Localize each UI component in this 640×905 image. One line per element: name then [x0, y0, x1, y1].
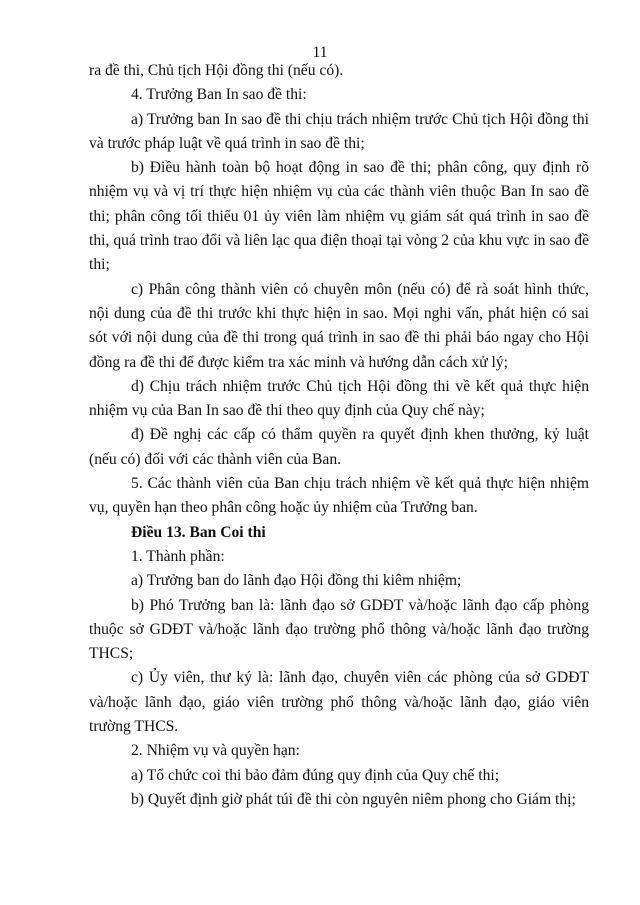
- article-13-heading: Điều 13. Ban Coi thi: [131, 523, 266, 541]
- paragraph-section-2: 2. Nhiệm vụ và quyền hạn:: [131, 742, 300, 760]
- paragraph-item-4dd: đ) Đề nghị các cấp có thẩm quyền ra quyết định khen thưởng, kỷ luật (nếu có) đối với các thành viên của Ban.: [89, 426, 589, 468]
- paragraph-section-1: 1. Thành phần:: [131, 547, 225, 565]
- paragraph-item-2b: b) Quyết định giờ phát túi đề thi còn nguyên niêm phong cho Giám thị;: [131, 790, 576, 808]
- paragraph-item-4d: d) Chịu trách nhiệm trước Chủ tịch Hội đồng thi về kết quả thực hiện nhiệm vụ của Ban In sao đề thi theo quy định của Quy chế này;: [89, 377, 589, 420]
- paragraph-item-2a: a) Tổ chức coi thi bảo đảm đúng quy định của Quy chế thi;: [131, 766, 500, 784]
- page-body: [89, 59, 589, 812]
- paragraph-item-4a: a) Trưởng ban In sao đề thi chịu trách nhiệm trước Chủ tịch Hội đồng thi và trước pháp luật về quá trình in sao đề thi;: [89, 110, 589, 152]
- paragraph-item-5: 5. Các thành viên của Ban chịu trách nhiệm về kết quả thực hiện nhiệm vụ, quyền hạn theo phân công hoặc ủy nhiệm của Trưởng ban.: [89, 475, 589, 517]
- paragraph-item-1b: b) Phó Trưởng ban là: lãnh đạo sở GDĐT và/hoặc lãnh đạo cấp phòng thuộc sở GDĐT và/hoặc lãnh đạo trường phổ thông và/hoặc lãnh đạo trường THCS;: [89, 596, 589, 663]
- paragraph-item-4b: b) Điều hành toàn bộ hoạt động in sao đề thi; phân công, quy định rõ nhiệm vụ và vị trí thực hiện nhiệm vụ của các thành viên thuộc Ban In sao đề thi; phân công tối thiểu 01 ủy viên làm nhiệm vụ giám sát quá trình in sao đề thi, quá trình trao đổi và liên lạc qua điện thoại tại vòng 2 của khu vực in sao đề thi;: [89, 159, 589, 274]
- paragraph-continuation: ra đề thi, Chủ tịch Hội đồng thi (nếu có).: [89, 62, 344, 79]
- paragraph-item-1c: c) Ủy viên, thư ký là: lãnh đạo, chuyên viên các phòng của sở GDĐT và/hoặc lãnh đạo, giáo viên trường phổ thông và/hoặc lãnh đạo, giáo viên trường THCS.: [89, 669, 589, 736]
- paragraph-item-4: 4. Trưởng Ban In sao đề thi:: [131, 86, 307, 104]
- page-number: 11: [312, 44, 328, 61]
- paragraph-item-1a: a) Trưởng ban do lãnh đạo Hội đồng thi kiêm nhiệm;: [131, 572, 462, 590]
- paragraph-item-4c: c) Phân công thành viên có chuyên môn (nếu có) để rà soát hình thức, nội dung của đề thi trước khi thực hiện in sao. Mọi nghi vấn, phát hiện có sai sót với nội dung của đề thi trong quá trình in sao đề thi phải báo ngay cho Hội đồng ra đề thi để được kiểm tra xác minh và hướng dẫn cách xử lý;: [89, 280, 589, 371]
